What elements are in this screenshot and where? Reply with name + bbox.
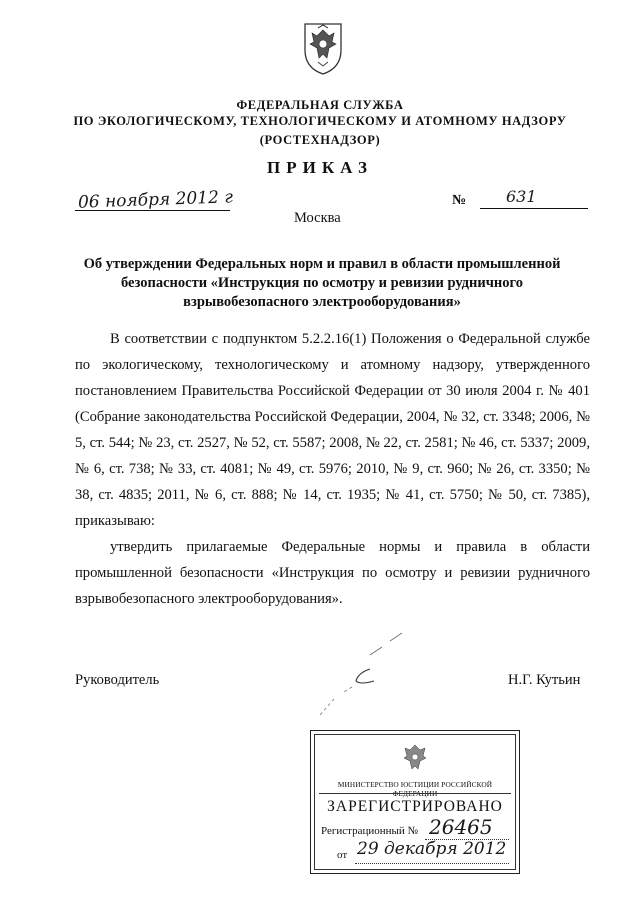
subject-line-3: взрывобезопасного электрооборудования» <box>183 294 461 310</box>
subject-line-2: безопасности «Инструкция по осмотру и ревизии рудничного <box>121 275 523 291</box>
registration-stamp <box>310 730 520 874</box>
handwritten-signature <box>312 625 422 730</box>
coat-of-arms-emblem <box>300 20 346 76</box>
document-type-title: ПРИКАЗ <box>267 158 373 177</box>
signatory-position: Руководитель <box>75 672 160 688</box>
date-underline <box>75 210 230 211</box>
city: Москва <box>294 210 341 226</box>
stamp-inner-frame <box>314 734 516 870</box>
subject-line-1: Об утверждении Федеральных норм и правил в области промышленной <box>83 256 561 272</box>
order-body <box>75 326 590 612</box>
stamp-divider <box>319 793 511 794</box>
stamp-date-prefix: от <box>337 849 348 861</box>
agency-name-line1: ФЕДЕРАЛЬНАЯ СЛУЖБА <box>236 98 404 112</box>
handwritten-date: 06 ноября 2012 г <box>77 187 234 213</box>
body-paragraph-decision: утвердить прилагаемые Федеральные нормы и правила в области промышленной безопасности «Инструкция по осмотру и ревизии рудничного взрывобезопасного электрооборудования». <box>75 539 590 607</box>
stamp-reg-number-label: Регистрационный № <box>321 825 419 837</box>
number-label: № <box>452 193 467 208</box>
signatory-name: Н.Г. Кутьин <box>508 672 581 688</box>
body-paragraph-preamble: В соответствии с подпунктом 5.2.2.16(1) Положения о Федеральной службе по экологическому, технологическому и атомному надзору, утвержденного постановлением Правительства Российской Федерации от 30 июля 2004 г. № 401 (Собрание законодательства Российской Федерации, 2004, № 32, ст. 3348; 2006, № 5, ст. 544; № 23, ст. 2527, № 52, ст. 5587; 2008, № 22, ст. 2581; № 46, ст. 5337; 2009, № 6, ст. 738; № 33, ст. 4081; № 49, ст. 5976; 2010, № 9, ст. 960; № 26, ст. 3350; № 38, ст. 4835; 2011, № 6, ст. 888; № 14, ст. 1935; № 41, ст. 5750; № 50, ст. 7385), приказываю: <box>75 331 590 529</box>
handwritten-order-number: 631 <box>506 187 537 206</box>
stamp-reg-number: 26465 <box>429 815 493 839</box>
stamp-date-underline <box>355 863 509 864</box>
stamp-registered-title: ЗАРЕГИСТРИРОВАНО <box>327 798 503 815</box>
order-subject <box>62 255 582 312</box>
number-underline <box>480 208 588 209</box>
stamp-handwritten-date: 29 декабря 2012 <box>357 839 507 859</box>
stamp-emblem-icon <box>399 741 431 780</box>
stamp-ministry-name: МИНИСТЕРСТВО ЮСТИЦИИ РОССИЙСКОЙ ФЕДЕРАЦИИ <box>337 780 493 798</box>
agency-name-line2: ПО ЭКОЛОГИЧЕСКОМУ, ТЕХНОЛОГИЧЕСКОМУ И АТОМНОМУ НАДЗОРУ <box>73 114 567 128</box>
agency-short-name: (РОСТЕХНАДЗОР) <box>259 133 381 147</box>
